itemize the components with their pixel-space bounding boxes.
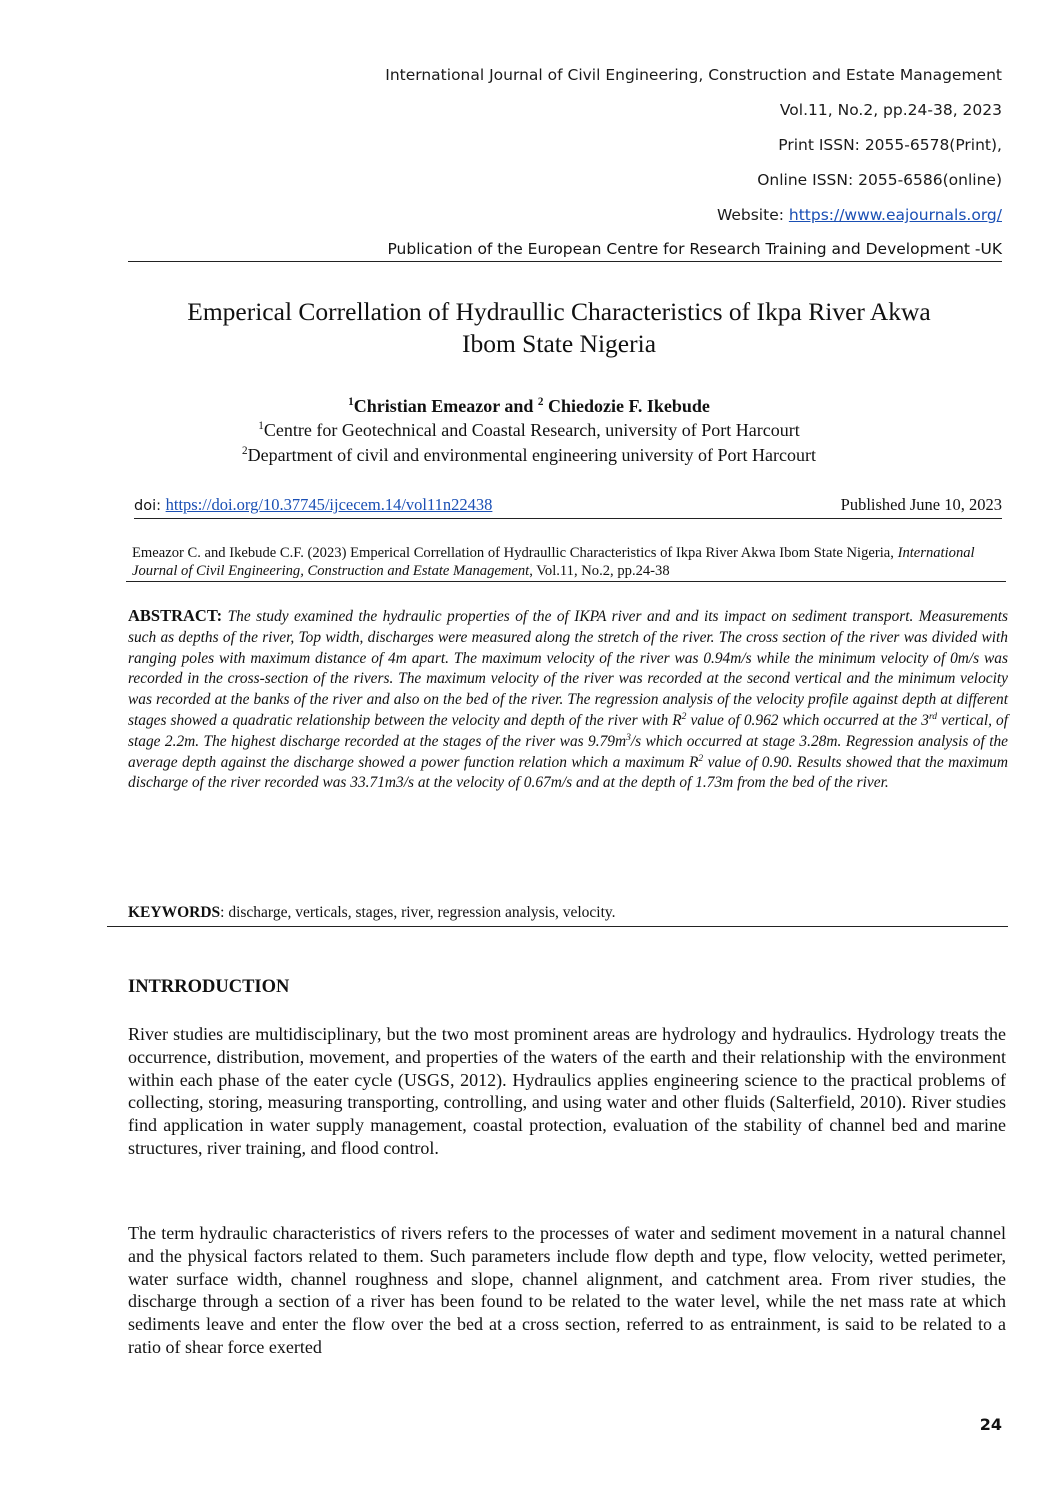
publisher-line: Publication of the European Centre for Research Training and Development -UK bbox=[128, 240, 1002, 262]
abstract bbox=[128, 606, 1008, 794]
title-line-1: Emperical Correllation of Hydraullic Characteristics of Ikpa River Akwa bbox=[187, 297, 931, 326]
superscript: 2 bbox=[681, 710, 687, 722]
citation bbox=[126, 544, 1006, 582]
abstract-segment: /s which occurred at stage 3.28m. Regression analysis of the average depth against the discharge showed a power function relation which a maximum R bbox=[128, 732, 1008, 771]
volume-info: Vol.11, No.2, pp.24-38, 2023 bbox=[779, 101, 1002, 119]
online-issn: Online ISSN: 2055-6586(online) bbox=[757, 171, 1002, 189]
journal-name: International Journal of Civil Engineering, Construction and Estate Management bbox=[385, 66, 1002, 84]
author-name: Chiedozie F. Ikebude bbox=[543, 396, 710, 416]
title-line-2: Ibom State Nigeria bbox=[461, 329, 657, 358]
keywords bbox=[107, 904, 1008, 927]
affiliation-sup: 1 bbox=[258, 420, 264, 432]
abstract-segment: The study examined the hydraulic properties of the of IKPA river and and its impact on sediment transport. Measurements such as depths of the river, Top width, discharges were measured along the stretch of the river. The cross section of the river was divided with ranging poles with maximum distance of 4m apart. The maximum velocity of the river was 0.94m/s while the minimum velocity of 0m/s was recorded in the cross-section of the rivers. The maximum velocity of the river was recorded at the second vertical and the minimum velocity was recorded at the banks of the river and also on the bed of the river. The regression analysis of the velocity profile against depth at different stages showed a quadratic relationship between the velocity and depth of the river with R bbox=[128, 608, 1008, 729]
abstract-segment: value of 0.962 which occurred at the 3 bbox=[686, 711, 929, 729]
published-date: Published June 10, 2023 bbox=[840, 495, 1002, 514]
doi-row bbox=[134, 495, 1002, 519]
doi-label: doi: bbox=[134, 498, 166, 514]
citation-text: , Vol.11, No.2, pp.24-38 bbox=[529, 563, 670, 579]
keywords-text: : discharge, verticals, stages, river, regression analysis, velocity. bbox=[220, 904, 616, 921]
authors bbox=[0, 396, 1058, 417]
website-link[interactable]: https://www.eajournals.org/ bbox=[788, 206, 1002, 224]
doi-link[interactable]: https://doi.org/10.37745/ijcecem.14/vol11n22438 bbox=[165, 495, 493, 514]
affiliation-sup: 2 bbox=[242, 445, 248, 457]
page-number: 24 bbox=[979, 1415, 1002, 1434]
author-sup: 1 bbox=[348, 396, 354, 408]
author-sup: 2 bbox=[537, 396, 544, 408]
affiliation bbox=[0, 445, 1058, 466]
affiliation bbox=[0, 420, 1058, 441]
abstract-text bbox=[128, 608, 1008, 791]
keywords-label: KEYWORDS bbox=[128, 904, 221, 921]
affiliation-text: Centre for Geotechnical and Coastal Research, university of Port Harcourt bbox=[263, 420, 800, 440]
superscript: 2 bbox=[698, 752, 704, 764]
website-label: Website: bbox=[716, 206, 789, 224]
paper-title bbox=[120, 296, 998, 360]
abstract-segment: value of 0.90. Results showed that the maximum discharge of the river recorded was 33.71m3/s at the velocity of 0.67m/s and at the depth of 1.73m from the bed of the river. bbox=[128, 753, 1008, 792]
abstract-label: ABSTRACT: bbox=[128, 606, 223, 625]
website-line bbox=[717, 206, 1002, 224]
abstract-segment: vertical, of stage 2.2m. The highest discharge recorded at the stages of the river was 9.79m bbox=[128, 711, 1008, 750]
citation-journal: International Journal of Civil Engineering, Construction and Estate Management bbox=[132, 545, 975, 579]
body-paragraph: River studies are multidisciplinary, but the two most prominent areas are hydrology and hydraulics. Hydrology treats the occurrence, distribution, movement, and properties of the waters of the earth and their relationship with the environment within each phase of the eater cycle (USGS, 2012). Hydraulics applies engineering science to the practical problems of collecting, storing, measuring transporting, controlling, and using water and other fluids (Salterfield, 2010). River studies find application in water supply management, coastal protection, evaluation of the stability of channel bed and marine structures, river training, and flood control. bbox=[128, 1024, 1006, 1158]
author-name: Christian Emeazor and bbox=[353, 396, 538, 416]
body-paragraph: The term hydraulic characteristics of rivers refers to the processes of water and sediment movement in a natural channel and the physical factors related to them. Such parameters include flow depth and type, flow velocity, wetted perimeter, water surface width, channel roughness and slope, channel alignment, and catchment area. From river studies, the discharge through a section of a river has been found to be related to the water level, while the net mass rate at which sediments leave and enter the flow over the bed at a cross section, referred to as entrainment, is said to be related to a ratio of shear force exerted bbox=[128, 1223, 1006, 1357]
section-heading: INTRRODUCTION bbox=[128, 977, 290, 997]
superscript: rd bbox=[928, 710, 938, 722]
affiliation-text: Department of civil and environmental engineering university of Port Harcourt bbox=[247, 445, 816, 465]
superscript: 3 bbox=[626, 731, 631, 743]
print-issn: Print ISSN: 2055-6578(Print), bbox=[778, 136, 1002, 154]
citation-text: Emeazor C. and Ikebude C.F. (2023) Emperical Correllation of Hydraullic Characteristics of Ikpa River Akwa Ibom State Nigeria, bbox=[132, 545, 898, 561]
